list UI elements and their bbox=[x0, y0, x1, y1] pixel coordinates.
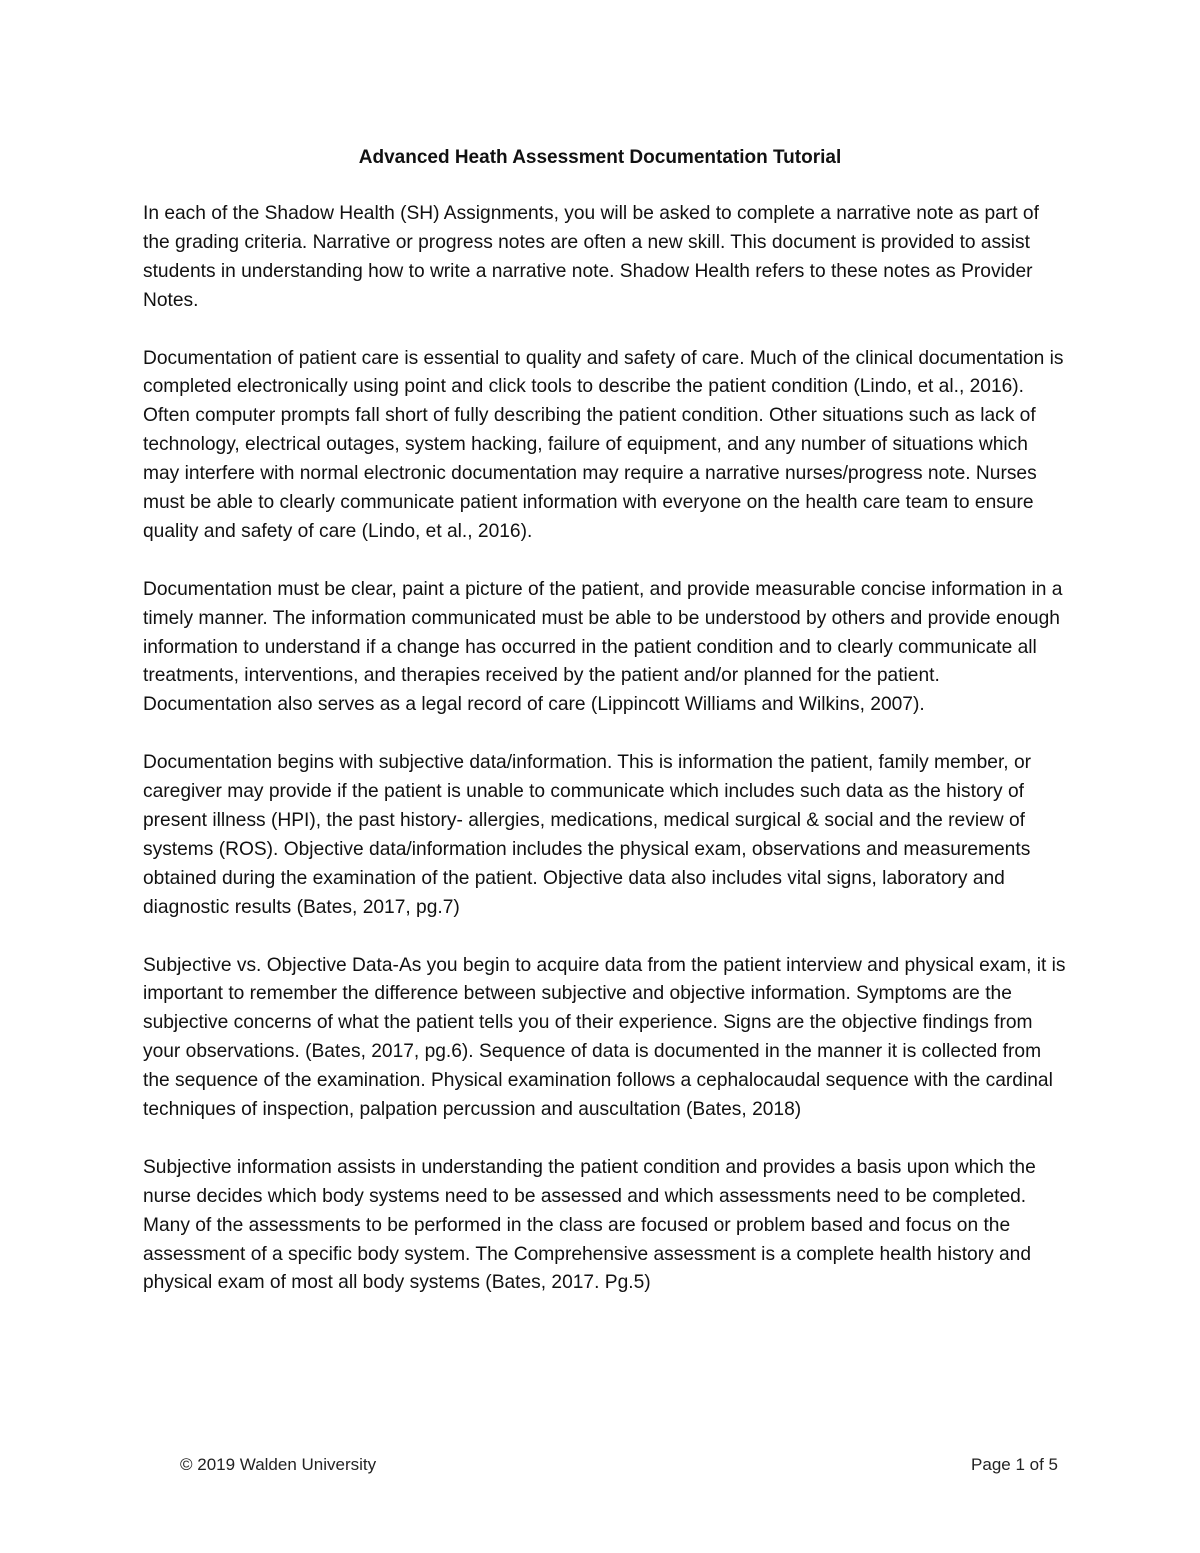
paragraph-subjective-vs-objective: Subjective vs. Objective Data-As you begin to acquire data from the patient interview and physical exam, it is important to remember the difference between subjective and objective information. Symptoms are the subjective concerns of what the patient tells you of their experience. Signs are the objective findings from your observations. (Bates, 2017, pg.6). Sequence of data is documented in the manner it is collected from the sequence of the examination. Physical examination follows a cephalocaudal sequence with the cardinal techniques of inspection, palpation percussion and auscultation (Bates, 2018) bbox=[143, 954, 1066, 1121]
document-body bbox=[143, 200, 1068, 1327]
paragraph-subjective-data: Documentation begins with subjective data/information. This is information the patient, family member, or caregiver may provide if the patient is unable to communicate which includes such data as the history of present illness (HPI), the past history- allergies, medications, medical surgical & social and the review of systems (ROS). Objective data/information includes the physical exam, observations and measurements obtained during the examination of the patient. Objective data also includes vital signs, laboratory and diagnostic results (Bates, 2017, pg.7) bbox=[143, 752, 1032, 918]
paragraph-intro: In each of the Shadow Health (SH) Assignments, you will be asked to complete a narrative note as part of the grading criteria. Narrative or progress notes are often a new skill. This document is provided to assist students in understanding how to write a narrative note. Shadow Health refers to these notes as Provider Notes. bbox=[143, 203, 1039, 311]
paragraph-comprehensive-assessment: Subjective information assists in understanding the patient condition and provides a basis upon which the nurse decides which body systems need to be assessed and which assessments need to be completed. Many of the assessments to be performed in the class are focused or problem based and focus on the assessment of a specific body system. The Comprehensive assessment is a complete health history and physical exam of most all body systems (Bates, 2017. Pg.5) bbox=[143, 1156, 1036, 1294]
footer-copyright: © 2019 Walden University bbox=[180, 1455, 377, 1474]
footer-page-number: Page 1 of 5 bbox=[971, 1455, 1058, 1474]
paragraph-documentation-importance: Documentation of patient care is essential to quality and safety of care. Much of the clinical documentation is completed electronically using point and click tools to describe the patient condition (Lindo, et al., 2016). Often computer prompts fall short of fully describing the patient condition. Other situations such as lack of technology, electrical outages, system hacking, failure of equipment, and any number of situations which may interfere with normal electronic documentation may require a narrative nurses/progress note. Nurses must be able to clearly communicate patient information with everyone on the health care team to ensure quality and safety of care (Lindo, et al., 2016). bbox=[143, 347, 1064, 542]
document-title: Advanced Heath Assessment Documentation Tutorial bbox=[358, 147, 842, 168]
paragraph-documentation-requirements: Documentation must be clear, paint a picture of the patient, and provide measurable concise information in a timely manner. The information communicated must be able to be understood by others and provide enough information to understand if a change has occurred in the patient condition and to clearly communicate all treatments, interventions, and therapies received by the patient and/or planned for the patient. Documentation also serves as a legal record of care (Lippincott Williams and Wilkins, 2007). bbox=[143, 578, 1063, 716]
